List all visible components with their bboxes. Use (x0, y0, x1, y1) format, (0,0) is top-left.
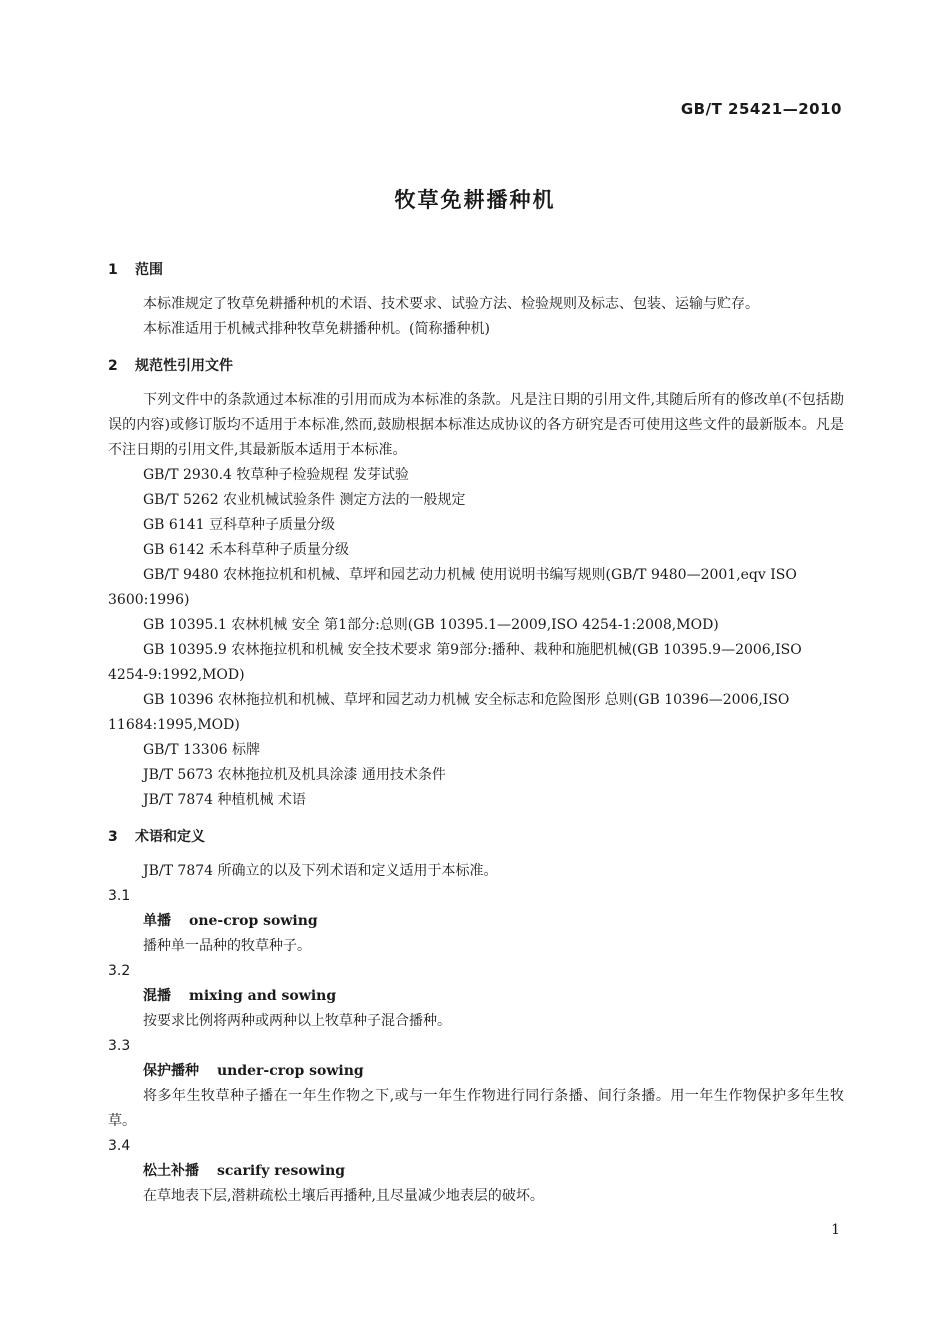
term-heading (108, 984, 844, 1009)
page-number: 1 (831, 1222, 840, 1238)
reference-item: JB/T 7874 种植机械 术语 (143, 792, 306, 808)
section-number: 3 (108, 829, 118, 845)
reference-item: GB 10395.1 农林机械 安全 第1部分:总则(GB 10395.1—2009,ISO 4254-1:2008,MOD) (143, 617, 719, 633)
document-title: 牧草免耕播种机 (394, 188, 556, 212)
paragraph: 本标准适用于机械式排种牧草免耕播种机。(简称播种机) (143, 321, 490, 337)
term-en: one-crop sowing (189, 913, 318, 929)
term-zh: 单播 (143, 913, 171, 929)
reference-item: GB/T 5262 农业机械试验条件 测定方法的一般规定 (143, 492, 466, 508)
reference-item: GB 10396 农林拖拉机和机械、草坪和园艺动力机械 安全标志和危险图形 总则(GB 10396—2006,ISO 11684:1995,MOD) (108, 692, 790, 733)
term-definition: 播种单一品种的牧草种子。 (143, 938, 311, 954)
term-heading (108, 1059, 844, 1084)
reference-item: GB/T 13306 标牌 (143, 742, 260, 758)
term-definition: 在草地表下层,潜耕疏松土壤后再播种,且尽量减少地表层的破坏。 (143, 1188, 544, 1204)
term-zh: 保护播种 (143, 1063, 199, 1079)
term-number: 3.2 (108, 963, 131, 979)
paragraph: JB/T 7874 所确立的以及下列术语和定义适用于本标准。 (143, 863, 498, 879)
standard-number: GB/T 25421—2010 (680, 100, 842, 118)
term-heading (108, 909, 844, 934)
reference-item: GB 10395.9 农林拖拉机和机械 安全技术要求 第9部分:播种、栽种和施肥机械(GB 10395.9—2006,ISO 4254-9:1992,MOD) (108, 642, 802, 683)
term-heading (108, 1159, 844, 1184)
section-2-heading (108, 354, 844, 379)
reference-item: GB/T 2930.4 牧草种子检验规程 发芽试验 (143, 467, 409, 483)
reference-item: GB 6142 禾本科草种子质量分级 (143, 542, 350, 558)
section-number: 1 (108, 262, 118, 278)
term-en: under-crop sowing (217, 1063, 364, 1079)
reference-item: JB/T 5673 农林拖拉机及机具涂漆 通用技术条件 (143, 767, 446, 783)
section-3-heading (108, 825, 844, 850)
term-zh: 混播 (143, 988, 171, 1004)
paragraph: 下列文件中的条款通过本标准的引用而成为本标准的条款。凡是注日期的引用文件,其随后所有的修改单(不包括勘误的内容)或修订版均不适用于本标准,然而,鼓励根据本标准达成协议的各方研究是否可使用这些文件的最新版本。凡是不注日期的引用文件,其最新版本适用于本标准。 (108, 392, 844, 458)
term-number: 3.1 (108, 888, 131, 904)
term-definition: 按要求比例将两种或两种以上牧草种子混合播种。 (143, 1013, 451, 1029)
term-en: mixing and sowing (189, 988, 337, 1004)
reference-item: GB/T 9480 农林拖拉机和机械、草坪和园艺动力机械 使用说明书编写规则(GB/T 9480—2001,eqv ISO 3600:1996) (108, 567, 797, 608)
section-title: 术语和定义 (135, 829, 205, 845)
term-definition: 将多年生牧草种子播在一年生作物之下,或与一年生作物进行同行条播、间行条播。用一年生作物保护多年生牧草。 (108, 1088, 844, 1129)
term-number: 3.3 (108, 1038, 131, 1054)
section-title: 范围 (135, 262, 163, 278)
section-number: 2 (108, 358, 118, 374)
reference-item: GB 6141 豆科草种子质量分级 (143, 517, 336, 533)
term-number: 3.4 (108, 1138, 131, 1154)
paragraph: 本标准规定了牧草免耕播种机的术语、技术要求、试验方法、检验规则及标志、包装、运输与贮存。 (143, 296, 759, 312)
section-1-heading (108, 258, 844, 283)
section-title: 规范性引用文件 (135, 358, 233, 374)
term-en: scarify resowing (217, 1163, 346, 1179)
document-body (108, 258, 844, 1209)
term-zh: 松土补播 (143, 1163, 199, 1179)
